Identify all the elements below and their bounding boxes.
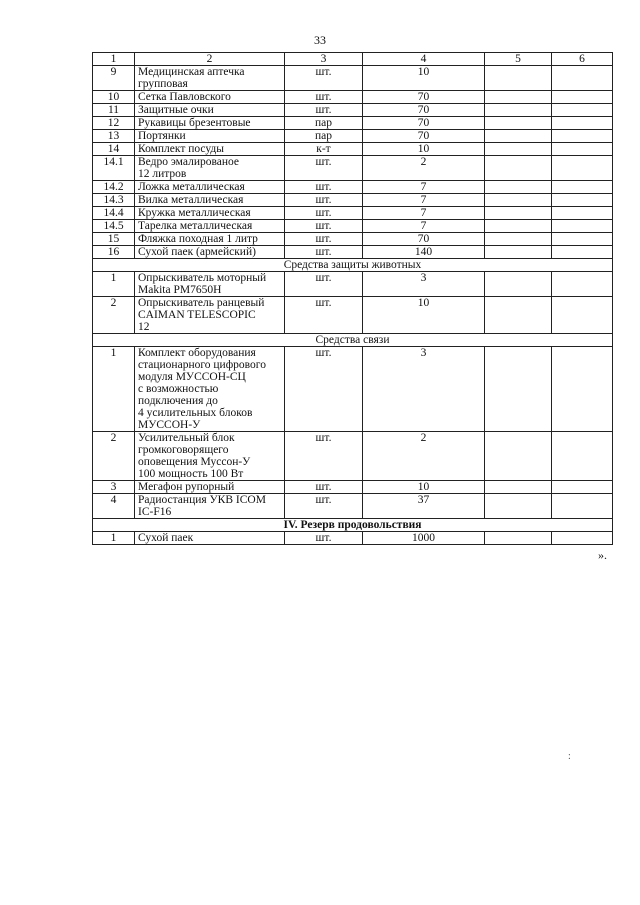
row-number: 15 — [93, 233, 135, 246]
item-unit: шт. — [285, 297, 363, 334]
table-row — [93, 117, 613, 130]
item-name — [135, 347, 285, 432]
empty-cell — [552, 156, 613, 181]
empty-cell — [552, 481, 613, 494]
row-number: 14 — [93, 143, 135, 156]
section-title: Средства защиты животных — [93, 259, 613, 272]
item-unit: пар — [285, 130, 363, 143]
item-name — [135, 143, 285, 156]
item-quantity: 1000 — [363, 532, 485, 545]
item-quantity: 10 — [363, 297, 485, 334]
item-name — [135, 156, 285, 181]
margin-mark: : — [568, 751, 571, 762]
empty-cell — [552, 432, 613, 481]
empty-cell — [485, 432, 552, 481]
empty-cell — [552, 246, 613, 259]
empty-cell — [552, 532, 613, 545]
empty-cell — [485, 156, 552, 181]
item-name — [135, 220, 285, 233]
item-name-line: Портянки — [138, 130, 186, 142]
header-col-1: 1 — [93, 53, 135, 66]
item-name-line: подключения до — [138, 395, 218, 407]
item-quantity: 70 — [363, 233, 485, 246]
empty-cell — [552, 194, 613, 207]
row-number: 1 — [93, 532, 135, 545]
empty-cell — [485, 272, 552, 297]
row-number: 14.5 — [93, 220, 135, 233]
empty-cell — [485, 494, 552, 519]
empty-cell — [552, 207, 613, 220]
empty-cell — [485, 181, 552, 194]
item-name-line: Сухой паек — [138, 532, 194, 544]
table-header — [93, 53, 613, 66]
item-quantity: 10 — [363, 143, 485, 156]
empty-cell — [485, 233, 552, 246]
item-name — [135, 532, 285, 545]
section-title: IV. Резерв продовольствия — [93, 519, 613, 532]
header-col-5: 5 — [485, 53, 552, 66]
item-name — [135, 272, 285, 297]
item-name-line: Защитные очки — [138, 104, 214, 116]
item-name — [135, 246, 285, 259]
row-number: 2 — [93, 432, 135, 481]
empty-cell — [552, 297, 613, 334]
table-row — [93, 143, 613, 156]
empty-cell — [485, 104, 552, 117]
empty-cell — [552, 66, 613, 91]
item-name-line: Опрыскиватель моторный — [138, 272, 267, 284]
item-name-line: Тарелка металлическая — [138, 220, 253, 232]
empty-cell — [485, 130, 552, 143]
item-name-line: Медицинская аптечка — [138, 66, 245, 78]
table-row — [93, 272, 613, 297]
supplies-table — [92, 52, 613, 545]
item-name-line: 4 усилительных блоков — [138, 407, 253, 419]
row-number: 11 — [93, 104, 135, 117]
empty-cell — [552, 104, 613, 117]
table-row — [93, 66, 613, 91]
item-name-line: Makita PM7650H — [138, 284, 222, 296]
item-name — [135, 130, 285, 143]
section-row — [93, 519, 613, 532]
item-quantity: 10 — [363, 481, 485, 494]
empty-cell — [485, 194, 552, 207]
empty-cell — [552, 233, 613, 246]
row-number: 3 — [93, 481, 135, 494]
empty-cell — [485, 246, 552, 259]
item-unit: шт. — [285, 532, 363, 545]
header-col-3: 3 — [285, 53, 363, 66]
item-quantity: 3 — [363, 272, 485, 297]
section-row — [93, 334, 613, 347]
item-name-line: стационарного цифрового — [138, 359, 266, 371]
item-unit: шт. — [285, 432, 363, 481]
row-number: 14.3 — [93, 194, 135, 207]
table-row — [93, 194, 613, 207]
item-name-line: Вилка металлическая — [138, 194, 244, 206]
item-name — [135, 117, 285, 130]
item-unit: шт. — [285, 91, 363, 104]
item-name — [135, 66, 285, 91]
empty-cell — [552, 272, 613, 297]
table-row — [93, 130, 613, 143]
item-name-line: CAIMAN TELESCOPIC — [138, 309, 256, 321]
empty-cell — [485, 220, 552, 233]
item-name-line: Ложка металлическая — [138, 181, 245, 193]
empty-cell — [485, 207, 552, 220]
table-body — [93, 66, 613, 545]
item-quantity: 7 — [363, 181, 485, 194]
item-unit: шт. — [285, 181, 363, 194]
item-name-line: Комплект оборудования — [138, 347, 256, 359]
table-row — [93, 104, 613, 117]
empty-cell — [485, 91, 552, 104]
empty-cell — [485, 143, 552, 156]
item-name — [135, 91, 285, 104]
empty-cell — [552, 143, 613, 156]
item-quantity: 37 — [363, 494, 485, 519]
item-quantity: 70 — [363, 104, 485, 117]
row-number: 13 — [93, 130, 135, 143]
table-row — [93, 207, 613, 220]
item-name — [135, 297, 285, 334]
table-row — [93, 181, 613, 194]
item-name-line: оповещения Муссон-У — [138, 456, 251, 468]
row-number: 12 — [93, 117, 135, 130]
row-number: 4 — [93, 494, 135, 519]
item-quantity: 70 — [363, 91, 485, 104]
item-name — [135, 104, 285, 117]
row-number: 2 — [93, 297, 135, 334]
item-quantity: 10 — [363, 66, 485, 91]
header-col-4: 4 — [363, 53, 485, 66]
item-unit: к-т — [285, 143, 363, 156]
item-name-line: громкоговорящего — [138, 444, 229, 456]
item-quantity: 3 — [363, 347, 485, 432]
empty-cell — [552, 220, 613, 233]
table-row — [93, 91, 613, 104]
item-name-line: IC-F16 — [138, 506, 172, 518]
item-unit: шт. — [285, 220, 363, 233]
item-name — [135, 233, 285, 246]
item-name-line: с возможностью — [138, 383, 219, 395]
item-name-line: 100 мощность 100 Вт — [138, 468, 244, 480]
empty-cell — [485, 532, 552, 545]
item-name-line: Мегафон рупорный — [138, 481, 235, 493]
empty-cell — [485, 481, 552, 494]
table-row — [93, 494, 613, 519]
table-row — [93, 347, 613, 432]
empty-cell — [552, 347, 613, 432]
empty-cell — [552, 117, 613, 130]
row-number: 14.2 — [93, 181, 135, 194]
item-unit: шт. — [285, 233, 363, 246]
item-name-line: Кружка металлическая — [138, 207, 251, 219]
table-row — [93, 432, 613, 481]
item-name-line: 12 литров — [138, 168, 187, 180]
item-unit: пар — [285, 117, 363, 130]
table-row — [93, 532, 613, 545]
item-quantity: 70 — [363, 130, 485, 143]
item-unit: шт. — [285, 207, 363, 220]
item-unit: шт. — [285, 246, 363, 259]
item-unit: шт. — [285, 347, 363, 432]
item-name-line: Опрыскиватель ранцевый — [138, 297, 265, 309]
item-quantity: 7 — [363, 207, 485, 220]
row-number: 14.1 — [93, 156, 135, 181]
item-name-line: Ведро эмалированое — [138, 156, 240, 168]
header-col-6: 6 — [552, 53, 613, 66]
item-unit: шт. — [285, 156, 363, 181]
item-name-line: МУССОН-У — [138, 419, 201, 431]
item-name — [135, 481, 285, 494]
item-name — [135, 207, 285, 220]
item-name-line: Усилительный блок — [138, 432, 235, 444]
item-unit: шт. — [285, 194, 363, 207]
empty-cell — [485, 117, 552, 130]
row-number: 10 — [93, 91, 135, 104]
header-col-2: 2 — [135, 53, 285, 66]
item-unit: шт. — [285, 272, 363, 297]
table-row — [93, 481, 613, 494]
table-row — [93, 220, 613, 233]
item-name-line: Сухой паек (армейский) — [138, 246, 256, 258]
item-name-line: модуля МУССОН-СЦ — [138, 371, 246, 383]
item-name — [135, 432, 285, 481]
item-quantity: 2 — [363, 432, 485, 481]
item-name-line: 12 — [138, 321, 150, 333]
item-quantity: 7 — [363, 194, 485, 207]
item-name-line: Комплект посуды — [138, 143, 224, 155]
row-number: 1 — [93, 347, 135, 432]
table-row — [93, 233, 613, 246]
item-quantity: 2 — [363, 156, 485, 181]
item-unit: шт. — [285, 66, 363, 91]
row-number: 1 — [93, 272, 135, 297]
table-row — [93, 246, 613, 259]
item-name-line: Рукавицы брезентовые — [138, 117, 251, 129]
item-unit: шт. — [285, 494, 363, 519]
item-name-line: Сетка Павловского — [138, 91, 231, 103]
item-name-line: Фляжка походная 1 литр — [138, 233, 258, 245]
item-quantity: 70 — [363, 117, 485, 130]
empty-cell — [552, 181, 613, 194]
empty-cell — [485, 297, 552, 334]
section-row — [93, 259, 613, 272]
row-number: 14.4 — [93, 207, 135, 220]
empty-cell — [485, 66, 552, 91]
item-unit: шт. — [285, 481, 363, 494]
page-number: 33 — [314, 33, 326, 47]
table-row — [93, 297, 613, 334]
empty-cell — [552, 494, 613, 519]
empty-cell — [552, 130, 613, 143]
section-title: Средства связи — [93, 334, 613, 347]
closing-quote-mark: ». — [598, 548, 607, 562]
item-quantity: 7 — [363, 220, 485, 233]
table-row — [93, 156, 613, 181]
item-name — [135, 194, 285, 207]
item-name — [135, 181, 285, 194]
row-number: 9 — [93, 66, 135, 91]
empty-cell — [485, 347, 552, 432]
header-row — [93, 53, 613, 66]
empty-cell — [552, 91, 613, 104]
item-name-line: Радиостанция УКВ ICOM — [138, 494, 266, 506]
item-quantity: 140 — [363, 246, 485, 259]
row-number: 16 — [93, 246, 135, 259]
item-name-line: групповая — [138, 78, 188, 90]
item-unit: шт. — [285, 104, 363, 117]
item-name — [135, 494, 285, 519]
